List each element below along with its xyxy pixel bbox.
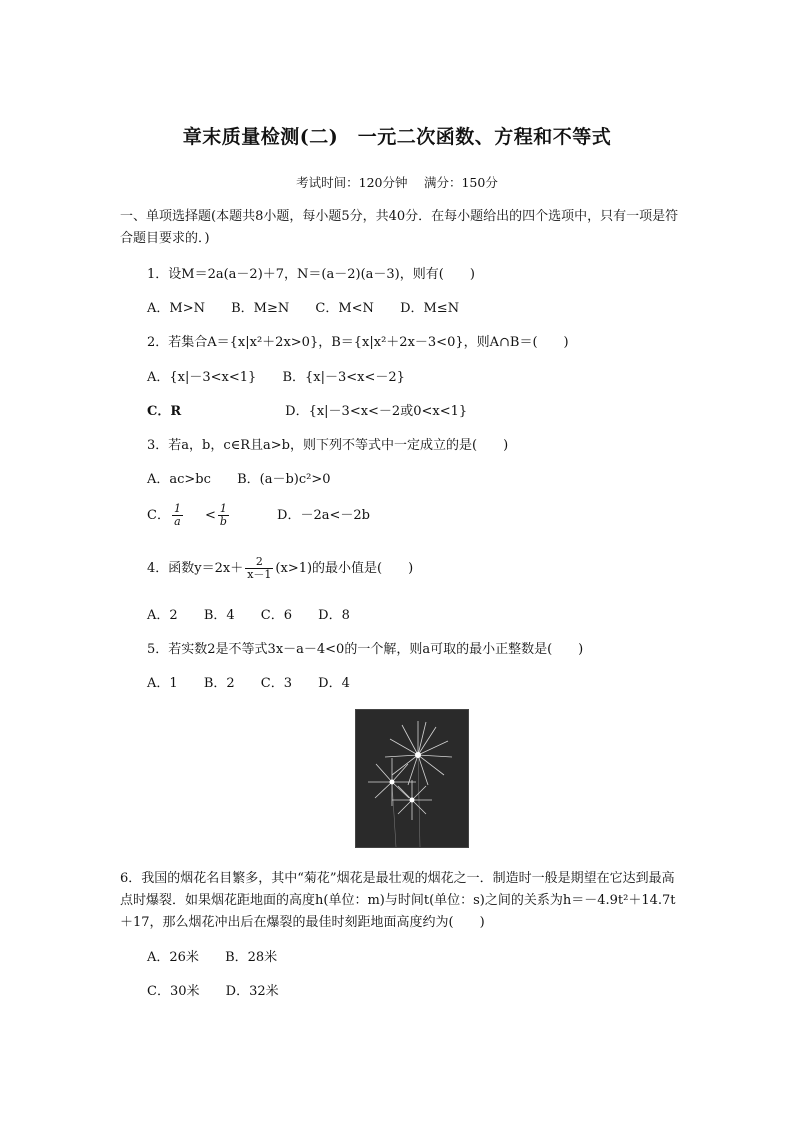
question-5-stem: 5．若实数2是不等式3x－a－4<0的一个解，则a可取的最小正整数是( ) [147,642,584,657]
q3-option-c-label: C． [147,508,170,523]
question-2-options-row1 [147,366,427,385]
question-1-stem: 1．设M＝2a(a－2)＋7，N＝(a－2)(a－3)，则有( ) [147,267,475,282]
q4-option-a: A．2 [147,608,178,623]
q5-option-c: C．3 [260,676,292,691]
q6-option-d: D．32米 [225,984,279,999]
exam-meta: 考试时间：120分钟 满分：150分 [296,175,498,190]
question-5-options [147,672,372,691]
q4-option-d: D．8 [318,608,350,623]
q1-option-c: C．M<N [315,301,374,316]
question-2-options-row2 [147,400,489,419]
q2-option-a: A．{x|－3<x<1} [147,370,257,385]
q3-option-b: B．(a－b)c²>0 [237,472,331,487]
q3-fraction-2: $\frac{1}{b}$ [219,502,227,528]
question-6-options-row1 [147,946,299,965]
q3-option-a: A．ac>bc [147,472,211,487]
q5-option-a: A．1 [147,676,178,691]
q1-option-b: B．M≥N [231,301,290,316]
question-3-options-row2 [147,503,392,528]
q6-option-a: A．26米 [147,950,199,965]
q4-fraction: $\frac{2}{x-1}$ [247,555,272,581]
q6-option-b: B．28米 [225,950,278,965]
q3-fraction-1: $\frac{1}{a}$ [173,502,181,528]
question-4-stem [147,556,413,581]
question-4-options [147,604,372,623]
q2-option-c: C．R [147,404,182,419]
fireworks-illustration [356,710,468,847]
q3-less-than: < [204,508,216,523]
q3-option-d: D．－2a<－2b [277,508,370,523]
q2-option-b: B．{x|－3<x<－2} [282,370,405,385]
q1-option-a: A．M>N [147,301,205,316]
section-intro: 一、单项选择题(本题共8小题，每小题5分，共40分．在每小题给出的四个选项中，只有一项是符合题目要求的．) [120,209,679,246]
question-3-options-row1 [147,468,353,487]
page-title: 章末质量检测(二) 一元二次函数、方程和不等式 [182,126,612,148]
q5-option-b: B．2 [203,676,235,691]
q4-stem-part1: 4．函数y＝2x＋ [147,561,244,576]
fireworks-photo [355,709,469,848]
question-6-stem: 6．我国的烟花名目繁多，其中“菊花”烟花是最壮观的烟花之一．制造时一般是期望在它达到最高点时爆裂．如果烟花距地面的高度h(单位：m)与时间t(单位：s)之间的关系为h＝－4.9t²＋14.7t＋17，那么烟花冲出后在爆裂的最佳时刻距地面高度约为( ) [120,871,676,930]
q6-option-c: C．30米 [147,984,200,999]
question-1-options [147,297,481,316]
q4-option-c: C．6 [260,608,292,623]
q4-stem-part2: (x>1)的最小值是( ) [275,561,414,576]
q1-option-d: D．M≤N [400,301,460,316]
question-6-options-row2 [147,980,301,999]
question-3-stem: 3．若a，b，c∈R且a>b，则下列不等式中一定成立的是( ) [147,438,509,453]
question-2-stem: 2．若集合A＝{x|x²＋2x>0}，B＝{x|x²＋2x－3<0}，则A∩B＝( ) [147,335,569,350]
q2-option-d: D．{x|－3<x<－2或0<x<1} [285,404,468,419]
q5-option-d: D．4 [318,676,350,691]
q4-option-b: B．4 [203,608,235,623]
